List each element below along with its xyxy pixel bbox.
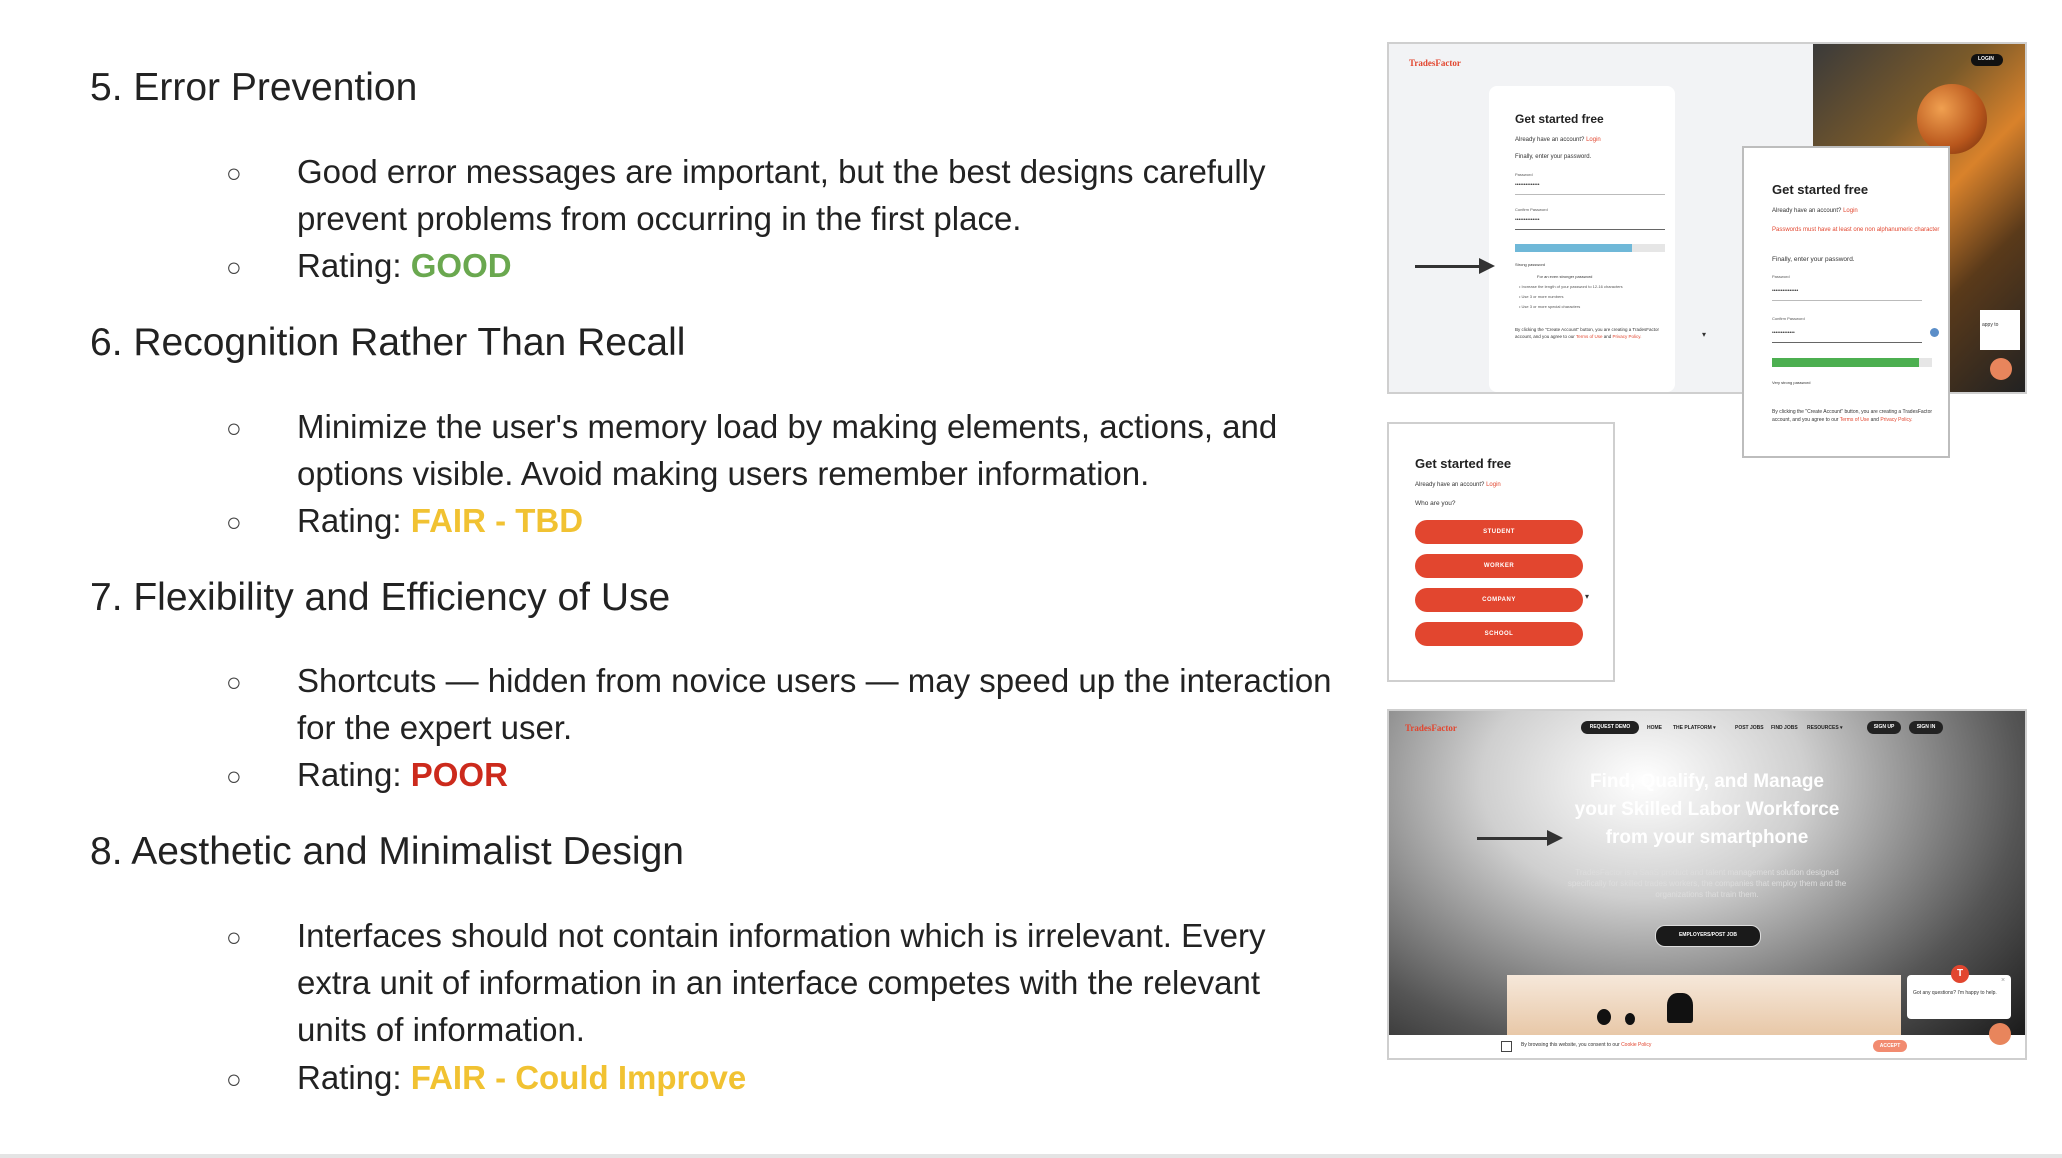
rating-label: Rating: xyxy=(297,756,402,793)
tip-text: Increase the length of your password to 12-16 characters xyxy=(1521,284,1623,289)
tip-item: • Use 3 or more numbers xyxy=(1519,294,1564,299)
rating-value: POOR xyxy=(410,756,508,793)
terms-body: By clicking the "Create Account" button, you are creating a TradesFactor account, and you agree to our xyxy=(1772,409,1933,423)
rating-label: Rating: xyxy=(297,247,402,284)
rating-row xyxy=(297,751,1337,798)
password-underline xyxy=(1772,300,1922,301)
accept-label: ACCEPT xyxy=(1879,1043,1901,1049)
strength-meter-fill xyxy=(1515,244,1632,252)
terms-body: By clicking the "Create Account" button, you are creating a TradesFactor account, and you agree to our xyxy=(1515,327,1660,339)
heading-recognition: 6. Recognition Rather Than Recall xyxy=(90,321,686,364)
have-account-text xyxy=(1772,208,1858,214)
heading-error-prevention: 5. Error Prevention xyxy=(90,66,418,109)
confirm-underline xyxy=(1515,229,1665,230)
card-title: Get started free xyxy=(1772,182,1869,197)
brand-logo: TradesFactor xyxy=(1409,58,1461,68)
student-button[interactable]: STUDENT xyxy=(1415,520,1583,544)
bullet-glyph: ○ xyxy=(226,1064,242,1094)
hero-image xyxy=(1507,975,1901,1035)
cookie-bar xyxy=(1389,1035,2025,1058)
bullet-glyph: ○ xyxy=(226,507,242,537)
password-label: Password xyxy=(1515,172,1533,177)
login-link[interactable]: Login xyxy=(1586,137,1601,143)
error-message: Passwords must have at least one non alphanumeric character xyxy=(1772,227,1940,233)
privacy-link[interactable]: Privacy Policy. xyxy=(1612,334,1642,339)
card-title: Get started free xyxy=(1415,456,1512,471)
rating-row xyxy=(297,497,1337,544)
worker-silhouette xyxy=(1597,1009,1611,1025)
chat-bubble-icon[interactable] xyxy=(1989,1023,2011,1045)
password-input[interactable]: •••••••••••••• xyxy=(1515,182,1540,188)
tip-title: For an even stronger password xyxy=(1537,274,1593,279)
bullet-glyph: ○ xyxy=(226,158,242,188)
arrow-line xyxy=(1415,265,1481,268)
rating-label: Rating: xyxy=(297,1059,402,1096)
strength-meter xyxy=(1772,358,1932,367)
cookie-message: By browsing this website, you consent to our xyxy=(1521,1042,1620,1048)
heading-flexibility: 7. Flexibility and Efficiency of Use xyxy=(90,576,671,619)
slide-bottom-border xyxy=(0,1154,2062,1158)
chat-message: Got any questions? I'm happy to help. xyxy=(1913,990,1997,996)
nav-find-jobs[interactable]: FIND JOBS xyxy=(1771,725,1798,731)
cookie-text xyxy=(1521,1042,1651,1048)
description-flexibility: Shortcuts — hidden from novice users — may speed up the interaction for the expert user. xyxy=(297,662,1332,746)
terms-and: and xyxy=(1870,417,1879,423)
login-button-label: LOGIN xyxy=(1978,56,1994,62)
hero-headline-line3: from your smartphone xyxy=(1605,827,1809,848)
cursor-icon: ▾ xyxy=(1585,592,1590,601)
terms-link[interactable]: Terms of Use xyxy=(1575,334,1603,339)
rating-value: FAIR - Could Improve xyxy=(410,1059,747,1096)
cta-label: EMPLOYERS/POST JOB xyxy=(1678,932,1738,938)
cursor-icon: ▾ xyxy=(1702,330,1707,339)
confirm-password-input[interactable]: ••••••••••••• xyxy=(1772,330,1795,336)
who-are-you-text: Who are you? xyxy=(1415,500,1456,507)
terms-link[interactable]: Terms of Use xyxy=(1839,417,1870,423)
chat-bubble-icon[interactable] xyxy=(1990,358,2012,380)
cookie-policy-link[interactable]: Cookie Policy xyxy=(1621,1042,1652,1048)
employers-post-job-button[interactable] xyxy=(1655,925,1761,947)
terms-and: and xyxy=(1603,334,1612,339)
bullet-glyph: ○ xyxy=(226,667,242,697)
terms-text xyxy=(1772,408,1942,424)
strength-label: Strong password xyxy=(1515,262,1546,267)
instruction-text: Finally, enter your password. xyxy=(1515,154,1592,160)
strength-meter xyxy=(1515,244,1665,252)
terms-text xyxy=(1515,326,1675,340)
tip-text: Use 3 or more special characters xyxy=(1521,304,1581,309)
worker-silhouette xyxy=(1625,1013,1635,1025)
confirm-password-label: Confirm Password xyxy=(1515,207,1548,212)
bullet-glyph: ○ xyxy=(226,252,242,282)
worker-button[interactable]: WORKER xyxy=(1415,554,1583,578)
instruction-text: Finally, enter your password. xyxy=(1772,256,1855,263)
confirm-password-label: Confirm Password xyxy=(1772,316,1805,321)
description-aesthetic: Interfaces should not contain information which is irrelevant. Every extra unit of information in an interface competes with the relevant units of information. xyxy=(297,917,1266,1048)
hero-headline-line2: your Skilled Labor Workforce xyxy=(1574,799,1840,820)
rating-label: Rating: xyxy=(297,502,402,539)
hero-headline-line1: Find, Qualify, and Manage xyxy=(1589,771,1824,792)
have-account-label: Already have an account? xyxy=(1515,137,1585,143)
have-account-label: Already have an account? xyxy=(1415,482,1485,488)
rating-row xyxy=(297,242,1337,289)
have-account-text xyxy=(1515,137,1601,143)
confirm-underline xyxy=(1772,342,1922,343)
chat-snippet: appy to xyxy=(1982,322,1999,328)
request-demo-button[interactable]: REQUEST DEMO xyxy=(1581,721,1639,734)
worker-silhouette xyxy=(1667,993,1693,1023)
tip-item: • Increase the length of your password to 12-16 characters xyxy=(1519,284,1623,289)
description-recognition: Minimize the user's memory load by making elements, actions, and options visible. Avoid making users remember information. xyxy=(297,408,1278,492)
have-account-label: Already have an account? xyxy=(1772,208,1842,214)
privacy-link[interactable]: Privacy Policy. xyxy=(1880,417,1913,423)
strength-meter-fill xyxy=(1772,358,1919,367)
brand-logo: TradesFactor xyxy=(1405,723,1457,733)
login-link[interactable]: Login xyxy=(1486,482,1501,488)
strength-label: Very strong password xyxy=(1772,380,1811,385)
hero-subtext: TradesFactor is a SaaS product and talent management solution designed specifically for skilled trades workers, the companies that employ them and the organizations that train them. xyxy=(1567,868,1847,899)
tip-text: Use 3 or more numbers xyxy=(1521,294,1564,299)
login-link[interactable]: Login xyxy=(1843,208,1858,214)
sign-up-button[interactable]: SIGN UP xyxy=(1867,721,1901,734)
password-manager-icon[interactable] xyxy=(1930,328,1939,337)
bullet-glyph: ○ xyxy=(226,413,242,443)
have-account-text xyxy=(1415,482,1501,488)
school-button[interactable]: SCHOOL xyxy=(1415,622,1583,646)
bullet-glyph: ○ xyxy=(226,922,242,952)
nav-home[interactable]: HOME xyxy=(1647,725,1662,731)
arrow-head xyxy=(1547,830,1563,846)
rating-value: GOOD xyxy=(410,247,512,284)
bullet-glyph: ○ xyxy=(226,761,242,791)
company-button[interactable]: COMPANY xyxy=(1415,588,1583,612)
login-button[interactable] xyxy=(1971,54,2003,66)
chat-avatar: T xyxy=(1951,965,1969,983)
nav-platform[interactable]: THE PLATFORM ▾ xyxy=(1673,725,1716,731)
accept-button[interactable] xyxy=(1873,1040,1907,1052)
nav-resources[interactable]: RESOURCES ▾ xyxy=(1807,725,1843,731)
rating-value: FAIR - TBD xyxy=(410,502,584,539)
heading-aesthetic: 8. Aesthetic and Minimalist Design xyxy=(90,830,684,873)
password-underline xyxy=(1515,194,1665,195)
arrow-head xyxy=(1479,258,1495,274)
tip-item: • Use 3 or more special characters xyxy=(1519,304,1581,309)
arrow-line xyxy=(1477,837,1549,840)
signup-card xyxy=(1489,86,1675,392)
confirm-password-input[interactable]: •••••••••••••• xyxy=(1515,217,1540,223)
cookie-checkbox[interactable] xyxy=(1501,1041,1512,1052)
sign-in-button[interactable]: SIGN IN xyxy=(1909,721,1943,734)
nav-post-jobs[interactable]: POST JOBS xyxy=(1735,725,1764,731)
close-icon[interactable]: × xyxy=(2001,977,2006,984)
hard-hat-shape xyxy=(1917,84,1987,154)
screenshot-landing-page xyxy=(1387,709,2027,1060)
screenshot-role-select xyxy=(1387,422,1615,682)
rating-row xyxy=(297,1054,1337,1101)
password-input[interactable]: ••••••••••••••• xyxy=(1772,288,1799,294)
password-label: Password xyxy=(1772,274,1790,279)
description-error-prevention: Good error messages are important, but the best designs carefully prevent problems from occurring in the first place. xyxy=(297,153,1266,237)
screenshot-password-error xyxy=(1742,146,1950,458)
card-title: Get started free xyxy=(1515,112,1604,126)
chat-widget-slice xyxy=(1980,310,2020,350)
